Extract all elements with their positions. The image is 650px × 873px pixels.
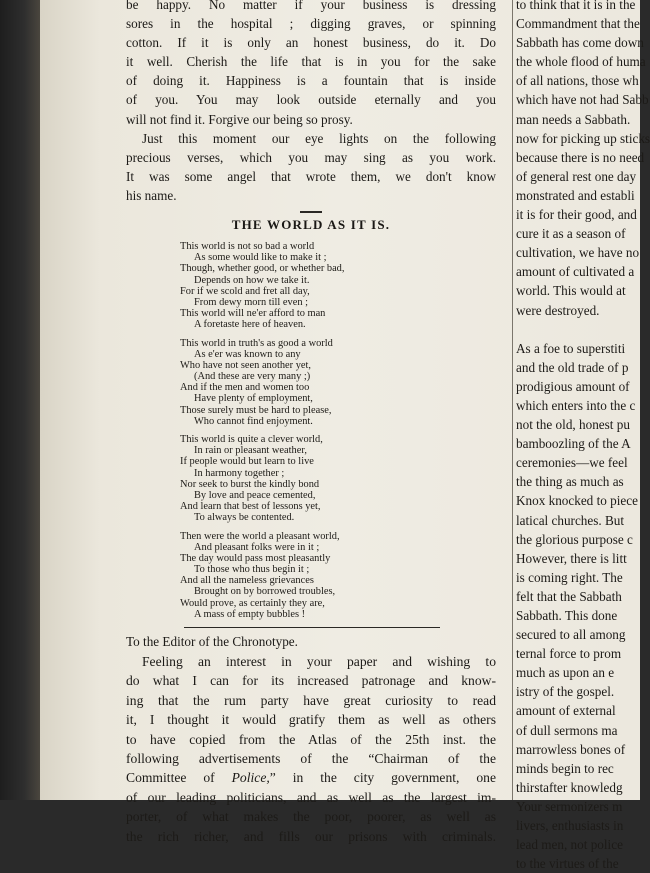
text-line: of general rest one day xyxy=(516,168,637,184)
text-line: It was some angel that wrote them, we don't know xyxy=(126,168,496,184)
text-line: As a foe to superstiti xyxy=(516,340,626,356)
text-line: Sabbath has come down xyxy=(516,35,644,51)
poem-line: In rain or pleasant weather, xyxy=(194,445,307,457)
text-line: amount of cultivated a xyxy=(516,264,635,280)
text-line: livers, enthusiasts in xyxy=(516,818,624,834)
poem-line: This world is quite a clever world, xyxy=(180,434,323,446)
newspaper-page xyxy=(40,0,650,872)
text-line: now for picking up sticks xyxy=(516,130,650,146)
text-line: were destroyed. xyxy=(516,302,600,318)
text-line: of all nations, those wh xyxy=(516,73,639,89)
poem-line: The day would pass most pleasantly xyxy=(180,552,331,564)
text-line: secured to all among xyxy=(516,627,626,643)
text-line: man needs a Sabbath. xyxy=(516,111,631,127)
text-line: following advertisements of the “Chairman of the xyxy=(126,750,496,766)
text-line: and the old trade of p xyxy=(516,359,629,375)
poem-line: To always be contented. xyxy=(194,512,295,524)
right-column xyxy=(516,0,650,873)
poem-line: Though, whether good, or whether bad, xyxy=(180,263,345,275)
text-line: world. This would at xyxy=(516,283,626,299)
poem-line: And learn that best of lessons yet, xyxy=(180,501,321,513)
text-line: of doing it. Happiness is a fountain that is inside xyxy=(126,73,496,89)
text-line: amount of external xyxy=(516,703,616,719)
text-line: felt that the Sabbath xyxy=(516,588,622,604)
column-rule xyxy=(512,0,513,800)
text-line: However, there is litt xyxy=(516,550,627,566)
poem-line: As e'er was known to any xyxy=(194,348,301,360)
text-line: it, I thought it would gratify them as well as others xyxy=(126,712,496,728)
text-line xyxy=(126,768,496,787)
text-line: Knox knocked to piece xyxy=(516,493,638,509)
poem-line: Have plenty of employment, xyxy=(194,393,313,405)
text-line: prodigious amount of xyxy=(516,378,630,394)
text-line: Your sermonizers m xyxy=(516,798,623,814)
poem-line: Depends on how we take it. xyxy=(194,274,310,286)
text-line: thirstafter knowledg xyxy=(516,779,623,795)
text-line: will not find it. Forgive our being so prosy. xyxy=(126,111,353,127)
text-line: to the virtues of the xyxy=(516,856,619,872)
poem-stanza xyxy=(180,338,496,428)
section-divider xyxy=(300,211,322,213)
poem-line: Who have not seen another yet, xyxy=(180,359,311,371)
poem-line: And if the men and women too xyxy=(180,382,310,394)
poem-stanza xyxy=(180,434,496,524)
text-line: is coming right. The xyxy=(516,569,623,585)
text-line: monstrated and establi xyxy=(516,187,635,203)
text-line: which have not had Sabb xyxy=(516,92,649,108)
poem-line: This world is not so bad a world xyxy=(180,241,315,253)
text-line: of you. You may look outside eternally and you xyxy=(126,92,496,108)
text-line: bamboozling of the A xyxy=(516,436,631,452)
text-line: the whole flood of huma xyxy=(516,54,646,70)
text-line: of dull sermons ma xyxy=(516,722,618,738)
poem-line: And all the nameless grievances xyxy=(180,575,314,587)
letter-salutation xyxy=(126,633,496,651)
poem-stanza xyxy=(180,241,496,331)
text-line: cure it as a season of xyxy=(516,226,626,242)
text-line: his name. xyxy=(126,187,177,203)
poem-line: Then were the world a pleasant world, xyxy=(180,530,340,542)
text-line: latical churches. But xyxy=(516,512,625,528)
poem-line: And pleasant folks were in it ; xyxy=(194,541,320,553)
text-line: Just this moment our eye lights on the following xyxy=(142,130,496,146)
text-line: because there is no need xyxy=(516,149,645,165)
text-line: the rich richer, and fills our prisons with criminals. xyxy=(126,828,496,844)
text-line: marrowless bones of xyxy=(516,741,626,757)
text-line: of our leading politicians, and as well as the largest im- xyxy=(126,789,496,805)
text-line: Commandment that the xyxy=(516,16,640,32)
text-line: the thing as much as xyxy=(516,474,624,490)
poem-line: A mass of empty bubbles ! xyxy=(194,608,306,620)
text-line: lead men, not police xyxy=(516,837,623,853)
poem-line: From dewy morn till even ; xyxy=(194,296,308,308)
text-line: do what I can for its increased patronage and know- xyxy=(126,673,496,689)
text-line: much as upon an e xyxy=(516,665,615,681)
text-line: not the old, honest pu xyxy=(516,417,630,433)
text-line: minds begin to rec xyxy=(516,760,614,776)
poem-line: Those surely must be hard to please, xyxy=(180,404,332,416)
poem-line: A foretaste here of heaven. xyxy=(194,319,306,331)
text-line: ternal force to prom xyxy=(516,646,622,662)
lead-paragraph xyxy=(126,129,496,205)
poem-line: For if we scold and fret all day, xyxy=(180,285,310,297)
poem-line: In harmony together ; xyxy=(194,467,285,479)
poem-title: THE WORLD AS IT IS. xyxy=(231,217,391,233)
text-line: to have copied from the Atlas of the 25th inst. the xyxy=(126,731,496,747)
text-line: sores in the hospital ; digging graves, or spinning xyxy=(126,16,496,32)
poem-line: Would prove, as certainly they are, xyxy=(180,597,325,609)
text-line: ing that the rum party have great curiosity to read xyxy=(126,692,496,708)
poem-line: Brought on by borrowed troubles, xyxy=(194,586,336,598)
text-line: which enters into the c xyxy=(516,397,636,413)
text-line: ceremonies—we feel xyxy=(516,455,628,471)
intro-paragraph xyxy=(126,0,496,129)
poem-body xyxy=(126,241,496,620)
poem-line: If people would but learn to live xyxy=(180,456,314,468)
poem-stanza xyxy=(180,531,496,621)
poem-line: (And these are very many ;) xyxy=(194,371,311,383)
poem-line: To those who thus begin it ; xyxy=(194,564,310,576)
left-column xyxy=(126,0,496,846)
poem-line: As some would like to make it ; xyxy=(194,252,327,264)
letter-body xyxy=(126,652,496,846)
text-segment: Committee of xyxy=(126,770,232,786)
italic-word: Police, xyxy=(231,770,270,786)
text-line: it well. Cherish the life that is in you for the sake xyxy=(126,54,496,70)
text-segment: ” in the city government, one xyxy=(269,770,497,786)
section-divider xyxy=(184,627,440,628)
text-line: the glorious purpose c xyxy=(516,531,633,547)
text-line: cotton. If it is only an honest business, do it. Do xyxy=(126,35,496,51)
poem-line: Who cannot find enjoyment. xyxy=(194,415,313,427)
poem-line: By love and peace cemented, xyxy=(194,489,316,501)
text-line: Feeling an interest in your paper and wishing to xyxy=(142,654,496,670)
salutation-text: To the Editor of the Chronotype. xyxy=(126,634,298,650)
poem-line: This world in truth's as good a world xyxy=(180,337,333,349)
poem-line: Nor seek to burst the kindly bond xyxy=(180,478,320,490)
text-line: Sabbath. This done xyxy=(516,608,618,623)
text-line: to think that it is in the xyxy=(516,0,636,12)
text-line: be happy. No matter if your business is dressing xyxy=(126,0,496,12)
text-line: istry of the gospel. xyxy=(516,684,615,700)
page-gutter-shadow xyxy=(0,0,40,800)
poem-line: This world will ne'er afford to man xyxy=(180,308,326,320)
text-line: it is for their good, and xyxy=(516,207,637,223)
text-line xyxy=(516,320,640,339)
text-line: precious verses, which you may sing as you work. xyxy=(126,149,496,165)
text-line: cultivation, we have no xyxy=(516,245,640,261)
text-line: porter, of what makes the poor, poorer, as well as xyxy=(126,809,496,825)
